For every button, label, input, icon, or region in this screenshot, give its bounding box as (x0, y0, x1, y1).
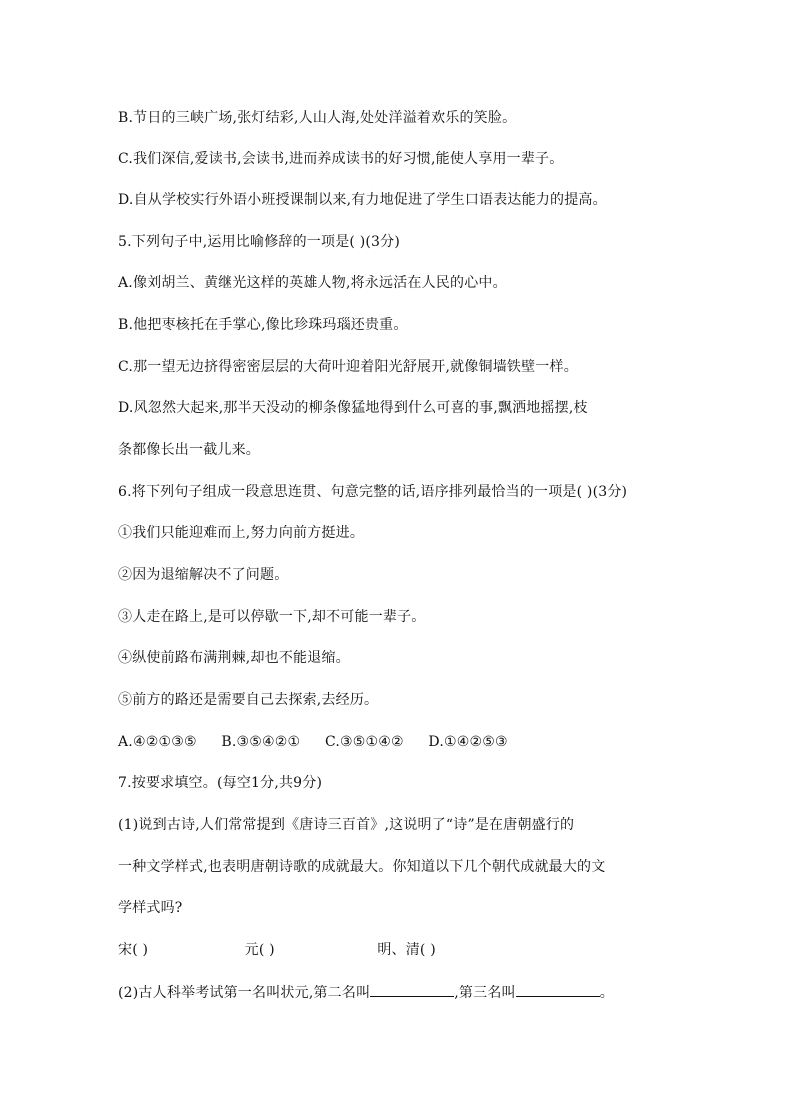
q6-choice-d: D.①④②⑤③ (428, 734, 508, 750)
dynasty-blanks (118, 940, 436, 960)
q6-choice-c: C.③⑤①④② (324, 734, 404, 750)
q7-part2-end: 。 (599, 985, 614, 1001)
dynasty-yuan: 元( ) (244, 942, 275, 958)
third-place-blank[interactable] (516, 982, 600, 997)
q6-choice-a: A.④②①③⑤ (118, 734, 197, 750)
dynasty-ming-qing: 明、清( ) (377, 942, 436, 958)
question-6: 6.将下列句子组成一段意思连贯、句意完整的话,语序排列最恰当的一项是( )(3分) (118, 484, 628, 500)
question-7: 7.按要求填空。(每空1分,共9分) (118, 775, 323, 791)
q7-part1-line1: (1)说到古诗,人们常常提到《唐诗三百首》,这说明了“诗”是在唐朝盛行的 (118, 817, 575, 833)
second-place-blank[interactable] (370, 982, 454, 997)
dynasty-song: 宋( ) (118, 942, 149, 958)
sentence-5: ⑤前方的路还是需要自己去探索,去经历。 (118, 692, 379, 708)
q4-option-d: D.自从学校实行外语小班授课制以来,有力地促进了学生口语表达能力的提高。 (118, 192, 607, 208)
question-5: 5.下列句子中,运用比喻修辞的一项是( )(3分) (118, 234, 401, 250)
q7-part2-middle: ,第三名叫 (454, 985, 516, 1001)
q5-option-c: C.那一望无边挤得密密层层的大荷叶迎着阳光舒展开,就像铜墙铁壁一样。 (118, 359, 578, 375)
sentence-3: ③人走在路上,是可以停歇一下,却不可能一辈子。 (118, 609, 426, 625)
q7-part2-prefix: (2)古人科举考试第一名叫状元,第二名叫 (118, 985, 371, 1001)
sentence-4: ④纵使前路布满荆棘,却也不能退缩。 (118, 650, 350, 666)
sentence-2: ②因为退缩解决不了问题。 (118, 567, 289, 583)
q7-part1-line2: 一种文学样式,也表明唐朝诗歌的成就最大。你知道以下几个朝代成就最大的文 (118, 859, 606, 875)
q7-part1-line3: 学样式吗? (118, 900, 183, 916)
q4-option-c: C.我们深信,爱读书,会读书,进而养成读书的好习惯,能使人享用一辈子。 (118, 151, 564, 167)
q4-option-b: B.节日的三峡广场,张灯结彩,人山人海,处处洋溢着欢乐的笑脸。 (118, 110, 517, 126)
q6-choice-b: B.③⑤④②① (221, 734, 301, 750)
q5-option-d-line2: 条都像长出一截儿来。 (118, 442, 260, 458)
sentence-1: ①我们只能迎难而上,努力向前方挺进。 (118, 525, 365, 541)
q6-choices (118, 732, 528, 752)
q5-option-a: A.像刘胡兰、黄继光这样的英雄人物,将永远活在人民的心中。 (118, 275, 507, 291)
q5-option-b: B.他把枣核托在手掌心,像比珍珠玛瑙还贵重。 (118, 317, 408, 333)
q5-option-d-line1: D.风忽然大起来,那半天没动的柳条像猛地得到什么可喜的事,飘洒地摇摆,枝 (118, 400, 588, 416)
q7-part2 (118, 982, 614, 1003)
